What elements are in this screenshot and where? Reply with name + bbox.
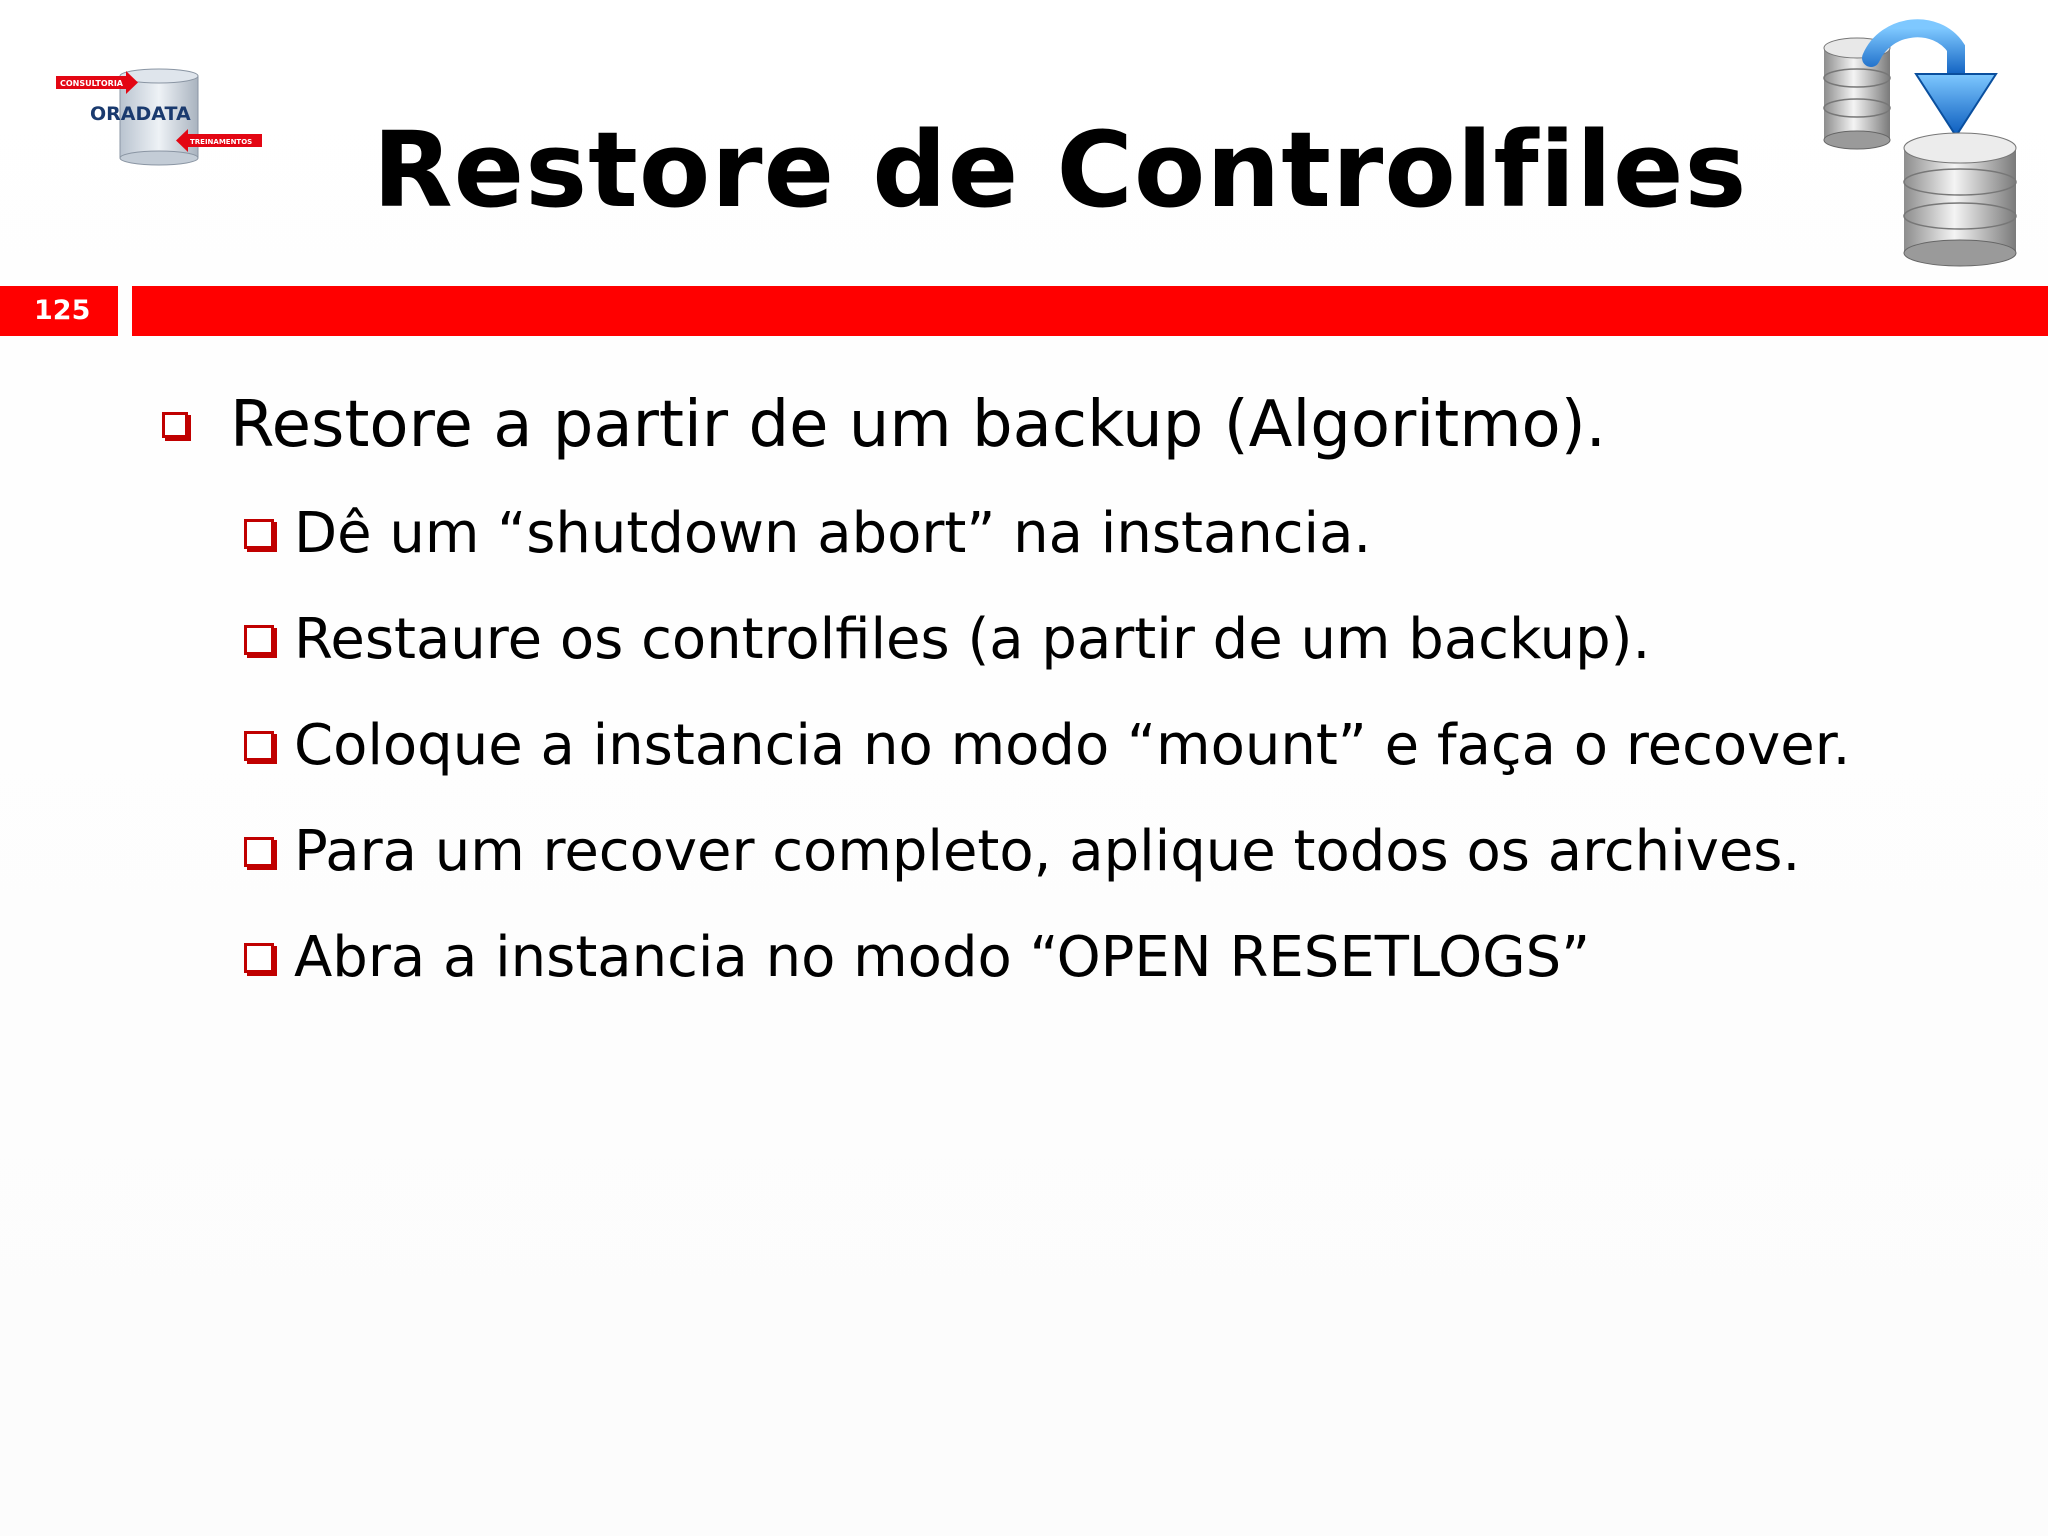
- logo-bottom-text: TREINAMENTOS: [190, 138, 253, 146]
- checkbox-bullet-icon: [162, 412, 188, 438]
- bullet-sub-item: [244, 600, 1650, 680]
- checkbox-bullet-icon: [244, 943, 274, 973]
- bullet-sub-text: Para um recover completo, aplique todos os archives.: [294, 819, 1801, 884]
- bullet-sub-text: Dê um “shutdown abort” na instancia.: [294, 501, 1372, 566]
- logo-top-text: CONSULTORIA: [60, 79, 123, 88]
- bullet-main-text: Restore a partir de um backup (Algoritmo).: [230, 388, 1606, 462]
- slide-title: Restore de Controlfiles: [372, 109, 1748, 231]
- page-number: 125: [0, 286, 118, 336]
- bullet-sub-text: Restaure os controlfiles (a partir de um backup).: [294, 607, 1651, 672]
- bullet-sub-text: Abra a instancia no modo “OPEN RESETLOGS”: [294, 925, 1591, 990]
- checkbox-bullet-icon: [244, 625, 274, 655]
- bullet-sub-item: [244, 918, 1590, 998]
- bullet-sub-item: [244, 706, 1850, 786]
- bullet-sub-item: [244, 812, 1800, 892]
- bullet-sub-item: [244, 494, 1371, 574]
- checkbox-bullet-icon: [244, 837, 274, 867]
- bullet-main: [162, 382, 1606, 468]
- checkbox-bullet-icon: [244, 731, 274, 761]
- checkbox-bullet-icon: [244, 519, 274, 549]
- logo-main-text: ORADATA: [90, 103, 191, 125]
- bullet-sub-text: Coloque a instancia no modo “mount” e faça o recover.: [294, 713, 1851, 778]
